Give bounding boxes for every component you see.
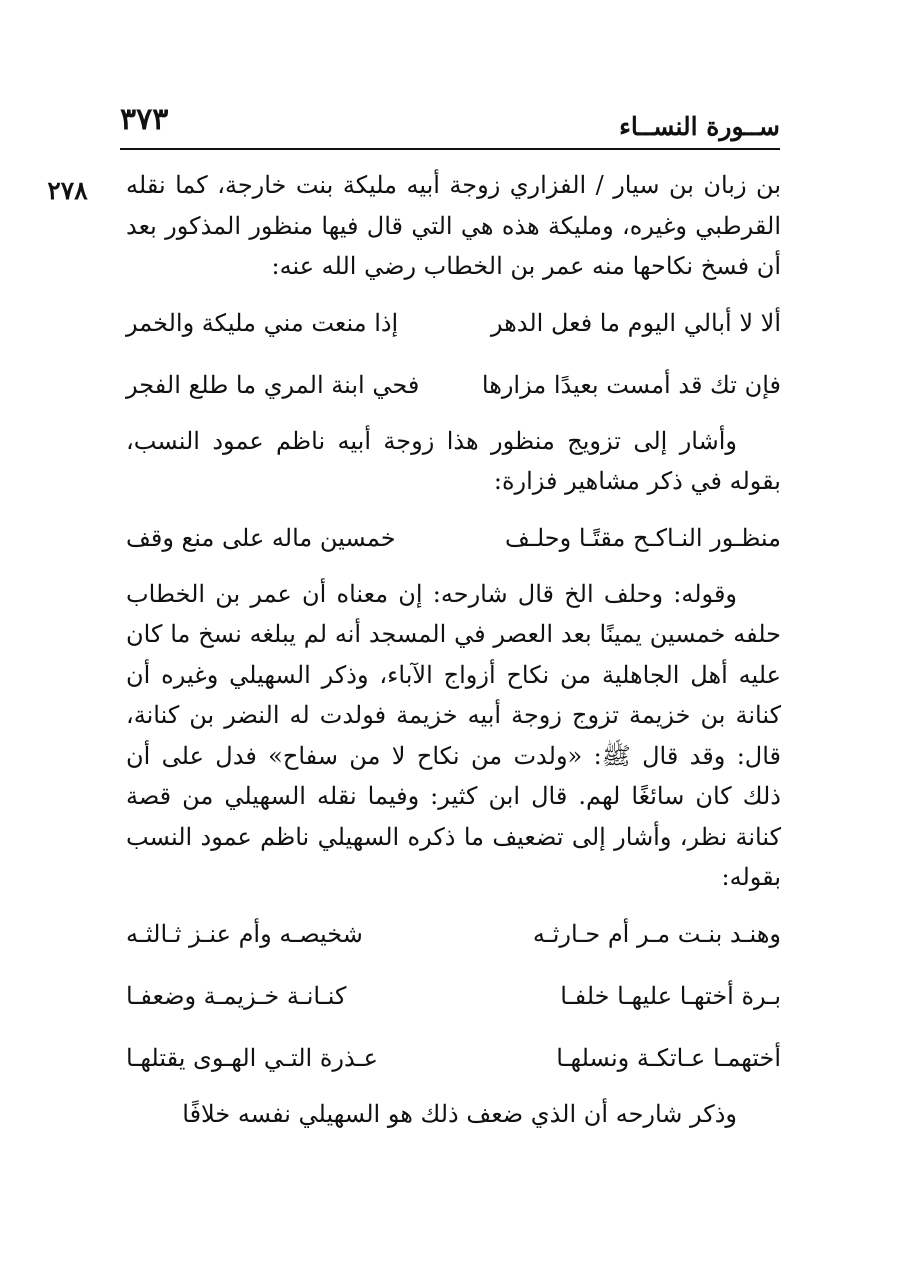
page-header: [120, 100, 780, 146]
verse-5-first-hemistich: بـرة أختهـا عليهـا خلفـا: [560, 981, 781, 1010]
page-body: [126, 165, 781, 1175]
verse-3-second-hemistich: خمسين ماله على منع وقف: [126, 523, 396, 552]
verse-3-first-hemistich: منظـور النـاكـح مقتًـا وحلـف: [504, 523, 781, 552]
verse-5-second-hemistich: كنـانـة خـزيمـة وضعفـا: [126, 981, 347, 1010]
verse-line-2: [126, 359, 781, 411]
verse-4-first-hemistich: وهنـد بنـت مـر أم حـارثـه: [532, 919, 781, 948]
paragraph-1: بن زبان بن سيار / الفزاري زوجة أبيه مليكة بنت خارجة، كما نقله القرطبي وغيره، ومليكة هذه هي التي قال فيها منظور المذكور بعد أن فسخ نكاحها منه عمر بن الخطاب رضي الله عنه:: [126, 171, 781, 280]
verse-6-first-hemistich: أختهمـا عـاتكـة ونسلهـا: [556, 1043, 781, 1072]
verse-2-second-hemistich: فحي ابنة المري ما طلع الفجر: [126, 370, 420, 399]
verse-line-3: [126, 512, 781, 564]
verse-line-4: [126, 908, 781, 960]
margin-page-reference: ٢٧٨: [47, 176, 88, 205]
verse-6-second-hemistich: عـذرة التـي الهـوى يقتلهـا: [126, 1043, 378, 1072]
paragraph-2: وأشار إلى تزويج منظور هذا زوجة أبيه ناظم عمود النسب، بقوله في ذكر مشاهير فزارة:: [126, 426, 781, 495]
verse-line-6: [126, 1032, 781, 1084]
paragraph-3: وقوله: وحلف الخ قال شارحه: إن معناه أن عمر بن الخطاب حلفه خمسين يمينًا بعد العصر في المسجد أنه لم يبلغه نسخ ما كان عليه أهل الجاهلية من نكاح أزواج الآباء، وذكر السهيلي وغيره أن كنانة بن خزيمة تزوج زوجة أبيه خزيمة فولدت له النضر بن كنانة، قال: وقد قال ﷺ: «ولدت من نكاح لا من سفاح» فدل على أن ذلك كان سائغًا لهم. قال ابن كثير: وفيما نقله السهيلي من قصة كنانة نظر، وأشار إلى تضعيف ما ذكره السهيلي ناظم عمود النسب بقوله:: [126, 579, 781, 891]
verse-line-5: [126, 970, 781, 1022]
page-number: ٣٧٣: [120, 102, 169, 137]
verse-line-1: [126, 297, 781, 349]
paragraph-4: وذكر شارحه أن الذي ضعف ذلك هو السهيلي نفسه خلافًا: [182, 1099, 737, 1128]
verse-4-second-hemistich: شخيصـه وأم عنـز ثـالثـه: [126, 919, 363, 948]
verse-2-first-hemistich: فإن تك قد أمست بعيدًا مزارها: [481, 370, 781, 399]
verse-1-first-hemistich: ألا لا أبالي اليوم ما فعل الدهر: [490, 308, 781, 337]
verse-1-second-hemistich: إذا منعت مني مليكة والخمر: [126, 308, 399, 337]
header-rule: [120, 148, 780, 150]
surah-title: ســورة النســاء: [619, 112, 780, 141]
